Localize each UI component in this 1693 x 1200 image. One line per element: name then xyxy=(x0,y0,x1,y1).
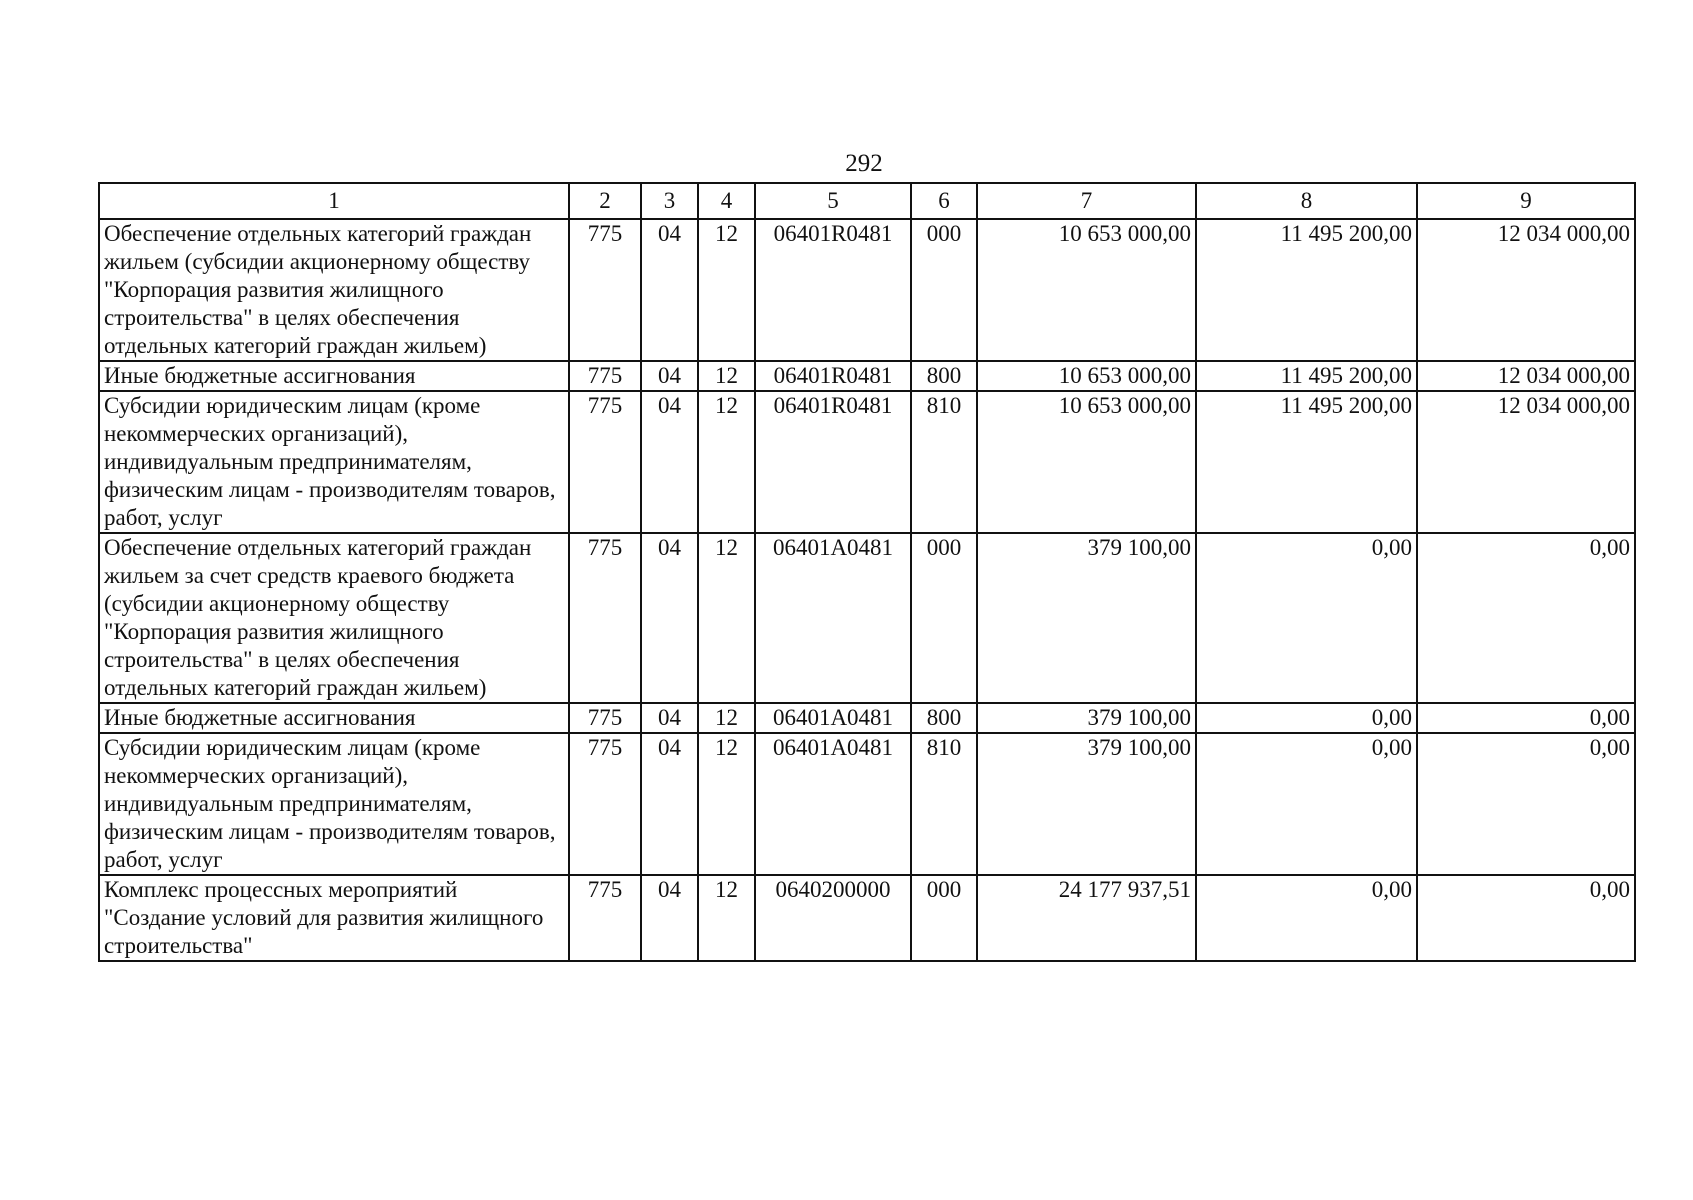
header-cell: 4 xyxy=(698,183,755,219)
subsection-code-cell: 12 xyxy=(698,733,755,875)
expense-type-cell: 800 xyxy=(911,361,977,391)
header-cell: 2 xyxy=(569,183,641,219)
expense-type-cell: 810 xyxy=(911,733,977,875)
section-code-cell: 04 xyxy=(641,875,698,961)
target-article-cell: 06401R0481 xyxy=(755,391,911,533)
amount-col7-cell: 379 100,00 xyxy=(977,533,1196,703)
ministry-code-cell: 775 xyxy=(569,391,641,533)
target-article-cell: 06401R0481 xyxy=(755,219,911,361)
row-name-cell: Обеспечение отдельных категорий граждан жильем (субсидии акционерному обществу "Корпорация развития жилищного строительства" в целях обеспечения отдельных категорий граждан жильем) xyxy=(99,219,569,361)
table-row xyxy=(99,733,1635,875)
ministry-code-cell: 775 xyxy=(569,703,641,733)
amount-col7-cell: 24 177 937,51 xyxy=(977,875,1196,961)
amount-col9-cell: 12 034 000,00 xyxy=(1417,391,1635,533)
row-name-cell: Иные бюджетные ассигнования xyxy=(99,703,569,733)
expense-type-cell: 000 xyxy=(911,875,977,961)
target-article-cell: 06401A0481 xyxy=(755,703,911,733)
amount-col9-cell: 0,00 xyxy=(1417,875,1635,961)
row-name-cell: Обеспечение отдельных категорий граждан жильем за счет средств краевого бюджета (субсидии акционерному обществу "Корпорация развития жилищного строительства" в целях обеспечения отдельных категорий граждан жильем) xyxy=(99,533,569,703)
section-code-cell: 04 xyxy=(641,533,698,703)
row-name-cell: Иные бюджетные ассигнования xyxy=(99,361,569,391)
amount-col8-cell: 0,00 xyxy=(1196,733,1417,875)
section-code-cell: 04 xyxy=(641,219,698,361)
amount-col9-cell: 12 034 000,00 xyxy=(1417,361,1635,391)
header-cell: 9 xyxy=(1417,183,1635,219)
amount-col8-cell: 11 495 200,00 xyxy=(1196,391,1417,533)
expense-type-cell: 800 xyxy=(911,703,977,733)
table-row xyxy=(99,391,1635,533)
ministry-code-cell: 775 xyxy=(569,533,641,703)
header-row xyxy=(99,183,1635,219)
ministry-code-cell: 775 xyxy=(569,733,641,875)
target-article-cell: 06401A0481 xyxy=(755,733,911,875)
target-article-cell: 06401R0481 xyxy=(755,361,911,391)
amount-col9-cell: 0,00 xyxy=(1417,533,1635,703)
header-cell: 1 xyxy=(99,183,569,219)
amount-col9-cell: 0,00 xyxy=(1417,703,1635,733)
row-name-cell: Субсидии юридическим лицам (кроме некоммерческих организаций), индивидуальным предпринимателям, физическим лицам - производителям товаров, работ, услуг xyxy=(99,391,569,533)
expense-type-cell: 810 xyxy=(911,391,977,533)
table-row xyxy=(99,361,1635,391)
ministry-code-cell: 775 xyxy=(569,875,641,961)
amount-col8-cell: 0,00 xyxy=(1196,533,1417,703)
subsection-code-cell: 12 xyxy=(698,361,755,391)
amount-col7-cell: 10 653 000,00 xyxy=(977,219,1196,361)
subsection-code-cell: 12 xyxy=(698,703,755,733)
amount-col9-cell: 12 034 000,00 xyxy=(1417,219,1635,361)
target-article-cell: 0640200000 xyxy=(755,875,911,961)
expense-type-cell: 000 xyxy=(911,219,977,361)
amount-col7-cell: 10 653 000,00 xyxy=(977,361,1196,391)
subsection-code-cell: 12 xyxy=(698,391,755,533)
subsection-code-cell: 12 xyxy=(698,875,755,961)
amount-col8-cell: 0,00 xyxy=(1196,703,1417,733)
table-row xyxy=(99,219,1635,361)
budget-table xyxy=(98,182,1636,962)
subsection-code-cell: 12 xyxy=(698,219,755,361)
section-code-cell: 04 xyxy=(641,391,698,533)
header-cell: 3 xyxy=(641,183,698,219)
table-row xyxy=(99,875,1635,961)
expense-type-cell: 000 xyxy=(911,533,977,703)
page-number: 292 xyxy=(845,150,883,177)
ministry-code-cell: 775 xyxy=(569,219,641,361)
subsection-code-cell: 12 xyxy=(698,533,755,703)
ministry-code-cell: 775 xyxy=(569,361,641,391)
section-code-cell: 04 xyxy=(641,361,698,391)
row-name-cell: Комплекс процессных мероприятий "Создание условий для развития жилищного строительства" xyxy=(99,875,569,961)
row-name-cell: Субсидии юридическим лицам (кроме некоммерческих организаций), индивидуальным предпринимателям, физическим лицам - производителям товаров, работ, услуг xyxy=(99,733,569,875)
header-cell: 6 xyxy=(911,183,977,219)
header-cell: 7 xyxy=(977,183,1196,219)
table-row xyxy=(99,703,1635,733)
amount-col7-cell: 10 653 000,00 xyxy=(977,391,1196,533)
section-code-cell: 04 xyxy=(641,733,698,875)
header-cell: 5 xyxy=(755,183,911,219)
amount-col7-cell: 379 100,00 xyxy=(977,703,1196,733)
section-code-cell: 04 xyxy=(641,703,698,733)
table-row xyxy=(99,533,1635,703)
amount-col7-cell: 379 100,00 xyxy=(977,733,1196,875)
amount-col9-cell: 0,00 xyxy=(1417,733,1635,875)
header-cell: 8 xyxy=(1196,183,1417,219)
amount-col8-cell: 11 495 200,00 xyxy=(1196,361,1417,391)
amount-col8-cell: 0,00 xyxy=(1196,875,1417,961)
target-article-cell: 06401A0481 xyxy=(755,533,911,703)
amount-col8-cell: 11 495 200,00 xyxy=(1196,219,1417,361)
